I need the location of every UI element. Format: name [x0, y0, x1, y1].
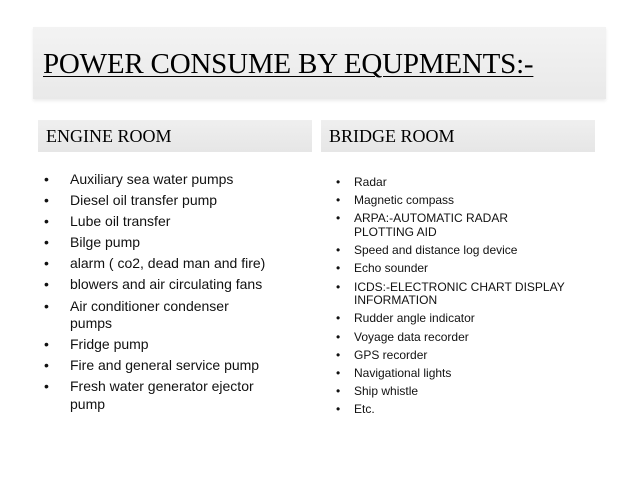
bridge-room-list [332, 176, 602, 421]
list-item: • ICDS:-ELECTRONIC CHART DISPLAY INFORMATION [332, 281, 602, 308]
list-item: • Rudder angle indicator [332, 312, 602, 326]
list-item: • Lube oil transfer [44, 213, 316, 231]
list-item: • alarm ( co2, dead man and fire) [44, 255, 316, 273]
slide-title: POWER CONSUME BY EQUPMENTS:- [43, 48, 534, 80]
list-item: • Magnetic compass [332, 194, 602, 208]
list-item: • Auxiliary sea water pumps [44, 171, 316, 189]
list-item: • Bilge pump [44, 234, 316, 252]
bridge-room-heading-label: BRIDGE ROOM [329, 126, 455, 146]
list-item: • ARPA:-AUTOMATIC RADAR PLOTTING AID [332, 212, 602, 239]
list-item: • Echo sounder [332, 262, 602, 276]
bridge-room-heading [321, 120, 595, 152]
engine-room-heading-label: ENGINE ROOM [46, 126, 172, 146]
list-item: • Diesel oil transfer pump [44, 192, 316, 210]
engine-room-heading [38, 120, 312, 152]
list-item: • Ship whistle [332, 385, 602, 399]
list-item: • GPS recorder [332, 349, 602, 363]
list-item: • Fresh water generator ejector pump [44, 378, 316, 413]
list-item: • Radar [332, 176, 602, 190]
list-item: • Fridge pump [44, 336, 316, 354]
list-item: • Speed and distance log device [332, 244, 602, 258]
list-item: • Air conditioner condenser pumps [44, 298, 316, 333]
list-item: • Etc. [332, 403, 602, 417]
engine-room-list [44, 171, 316, 417]
list-item: • blowers and air circulating fans [44, 276, 316, 294]
list-item: • Voyage data recorder [332, 331, 602, 345]
list-item: • Fire and general service pump [44, 357, 316, 375]
list-item: • Navigational lights [332, 367, 602, 381]
